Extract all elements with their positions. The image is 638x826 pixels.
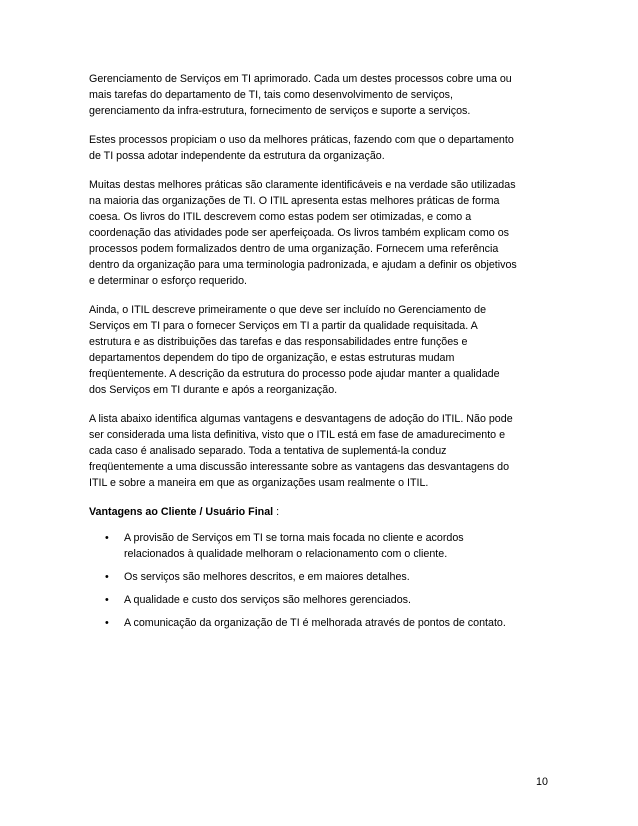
section-heading-bold: Vantagens ao Cliente / Usuário Final — [89, 506, 274, 518]
text-line: departamentos dependem do tipo de organização, e estas estruturas mudam — [89, 352, 455, 364]
text-line: coesa. Os livros do ITIL descrevem como estas podem ser otimizadas, e como a — [89, 211, 472, 223]
bullet-icon: • — [105, 594, 109, 606]
paragraph-2 — [89, 132, 551, 164]
list-item — [89, 615, 551, 631]
list-item — [89, 592, 551, 608]
text-line: A comunicação da organização de TI é melhorada através de pontos de contato. — [124, 617, 506, 629]
list-item — [89, 569, 551, 585]
paragraph-4 — [89, 302, 551, 398]
text-line: coordenação das atividades pode ser aperfeiçoada. Os livros também explicam como os — [89, 227, 510, 239]
bullet-icon: • — [105, 532, 109, 544]
text-line: Gerenciamento de Serviços em TI aprimorado. Cada um destes processos cobre uma ou — [89, 73, 512, 85]
text-line: e determinar o esforço requerido. — [89, 275, 248, 287]
text-line: Muitas destas melhores práticas são claramente identificáveis e na verdade são utilizadas — [89, 179, 516, 191]
list-item — [89, 530, 551, 562]
text-line: gerenciamento da infra-estrutura, fornecimento de serviços e suporte a serviços. — [89, 105, 471, 117]
text-line: A lista abaixo identifica algumas vantagens e desvantagens de adoção do ITIL. Não pode — [89, 413, 513, 425]
bullet-icon: • — [105, 617, 109, 629]
bullet-icon: • — [105, 571, 109, 583]
text-line: na maioria das organizações de TI. O ITIL apresenta estas melhores práticas de forma — [89, 195, 500, 207]
text-line: dos Serviços em TI durante e após a reorganização. — [89, 384, 338, 396]
paragraph-5 — [89, 411, 551, 491]
text-line: freqüentemente. A descrição da estrutura do processo pode ajudar manter a qualidade — [89, 368, 500, 380]
text-line: relacionados à qualidade melhoram o relacionamento com o cliente. — [124, 548, 448, 560]
paragraph-3 — [89, 177, 551, 289]
text-line: mais tarefas do departamento de TI, tais como desenvolvimento de serviços, — [89, 89, 453, 101]
section-heading — [89, 504, 551, 520]
page-number: 10 — [536, 776, 548, 788]
text-line: Os serviços são melhores descritos, e em maiores detalhes. — [124, 571, 410, 583]
text-line: freqüentemente a uma discussão interessante sobre as vantagens das desvantagens do — [89, 461, 510, 473]
paragraph-1 — [89, 71, 551, 119]
text-line: ITIL e sobre a maneira em que as organizações usam realmente o ITIL. — [89, 477, 429, 489]
text-line: Ainda, o ITIL descreve primeiramente o que deve ser incluído no Gerenciamento de — [89, 304, 487, 316]
bullet-list — [89, 530, 551, 631]
text-line: Estes processos propiciam o uso da melhores práticas, fazendo com que o departamento — [89, 134, 514, 146]
document-body — [89, 71, 551, 638]
text-line: dentro da organização para uma terminologia padronizada, e ajudam a definir os objetivos — [89, 259, 517, 271]
text-line: processos podem formalizados dentro de uma organização. Fornecem uma referência — [89, 243, 499, 255]
text-line: cada caso é analisado separado. Toda a tentativa de suplementá-la conduz — [89, 445, 447, 457]
text-line: estrutura e as distribuições das tarefas e das responsabilidades entre funções e — [89, 336, 468, 348]
text-line: A provisão de Serviços em TI se torna mais focada no cliente e acordos — [124, 532, 464, 544]
text-line: Serviços em TI para o fornecer Serviços em TI a partir da qualidade requisitada. A — [89, 320, 478, 332]
text-line: de TI possa adotar independente da estrutura da organização. — [89, 150, 385, 162]
text-line: A qualidade e custo dos serviços são melhores gerenciados. — [124, 594, 411, 606]
section-heading-suffix: : — [273, 506, 280, 518]
text-line: ser considerada uma lista definitiva, visto que o ITIL está em fase de amadurecimento e — [89, 429, 506, 441]
